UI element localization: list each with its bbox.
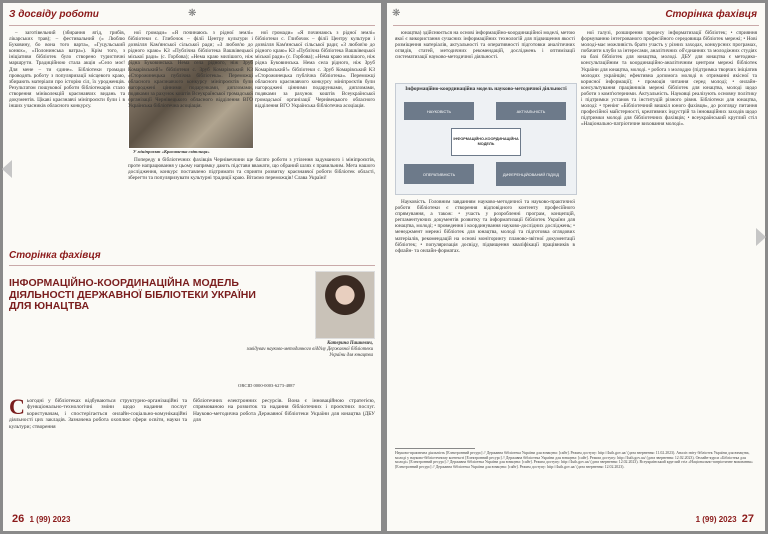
paragraph: Науковість. Головним завданням науково-методичної та науково-практичної роботи бібліотеки є створення відповідного контенту професійного спрямування, а також: • участь у розробленні програм, концепцій, регламентуючих документів розвитку та інформатизації бібліотек України для юнацтва, молоді; • проведення і координування науково-дослідних досліджень; • менеджмент мережі бібліотек для юнацтва, молоді та підготовка оглядових матеріалів, рекомендацій на основі моніторингу планово-звітної документації бібліотек; • популяризація досвіду, підвищення кваліфікації працівників в офлайн- та онлайн-форматах. xyxy=(395,199,575,254)
model-diagram xyxy=(395,83,577,195)
photo-caption: У мініпроєкт «Красавичка світлиця» xyxy=(133,149,210,154)
paragraph: юнацтва) здійснюється на основі інформаційно-координаційної моделі, метою якої є використання сучасних інформаційних технологій для підвищення якості розміщення матеріалів, актуальності та оперативності підготовки аналітичних оглядів, статей, методичних рекомендацій, досліджень і оптимізації систематизації науково-методичної діяльності. xyxy=(395,30,575,61)
author-role: завідувач науково-методичного відділу Державної бібліотеки України для юнацтва xyxy=(246,347,373,358)
author-name: Катерина Пашкевич, xyxy=(327,341,373,346)
right-footer xyxy=(696,513,757,525)
conclusion-text xyxy=(128,157,375,239)
left-column-text xyxy=(9,30,125,220)
paragraph: ної громади» «Я починаюсь з рідної землі» бібліотеки с. Глибочок – філії Центру культури і дозвілля Кам'янської сільської ради; «З любов'ю до рідного краю» КЗ «Публічна бібліотека Вашківецької міської ради» (с. Горбова); «Нема краю милішого, ніж рідна Буковинська. Нема села рідного, ніж Зруб Комарівський!» бібліотеки с. Зруб Комарівський КЗ «Сторожинецька публічна бібліотека». Переможці обласного краєзнавчого конкурсу мініпроєктів були нагороджені цінними подарунками, дипломами, подяками за рахунок коштів Всеукраїнської громадської організації Чернівецького обласного відділення ВГО Українська бібліотечна асоціація. xyxy=(128,30,253,110)
left-page-header: З досвіду роботи xyxy=(9,9,99,20)
header-divider xyxy=(393,25,759,26)
issue-number: 1 (99) 2023 xyxy=(29,515,71,524)
article-column-1 xyxy=(9,394,187,502)
page-number: 27 xyxy=(741,513,754,525)
paragraph: ної галузі, розширення процесу інформатизації бібліотек; • сприяння формуванню інтегрованого професійного середовища бібліотек мережі; • Нові молоді-має можливість брати участь у різних заходах, конкурсних програмах, побачити клуби за інтересами, аналітичних об'єднаннях та молодіжних студіях на базі бібліотек для юнацтва, молоді. ДБУ для юнацтва є методико-консультаційним та координаційно-аналітичним центром мережі бібліотек України для юнацтва, молоді. • робота з молоддю (підтримка творчих ініціатив молодих українців; ефективна допомога молоді в отриманні якісної та корисної інформації); • промоція читання серед молоді; • онлайн-консультування працівників мережі бібліотек для юнацтва, молоді щодо роботи з комп'ютерними. Актуальність. Науковці реалізують основну політику і підтримки установ та інституцій різного рівня. Бібліотеки для юнацтва, молоді: • тренінг «Бібліотечний вишкіл юного фахівця», до розгляду питання професійної майстерності, креативних індустрій та інноваційних заходів щодо підтримки молоді для бібліотечних фахівців; • всеукраїнський круглий стіл «Національно-патріотичне виховання молоді». xyxy=(581,30,757,128)
main-text-column-2 xyxy=(581,30,757,444)
drop-cap: С xyxy=(9,394,25,419)
ornament-icon: ❋ xyxy=(188,8,197,19)
diagram-box-relevance: АКТУАЛЬНІСТЬ xyxy=(496,102,566,120)
paragraph: ьогодні у бібліотеках відбуваються структурно-організаційні та функціонально-технологічні зміни щодо надання послуг користувачам, і спостерігається онлайн-соціально-комунікаційні діяльності цих закладів. Зазначена робота охоплює сфери освіти, науки та культури; створення xyxy=(9,398,187,430)
author-block xyxy=(233,341,373,359)
diagram-center-model: ІНФОРМАЦІЙНО-КООРДИНАЦІЙНА МОДЕЛЬ xyxy=(451,128,521,156)
paragraph: бібліотечних електронних ресурсів. Вона є інноваційною стратегією, спрямованою на розвиток та надання бібліотечних і проєктних послуг. Науково-методична робота Державної бібліотеки України для юнацтва (ДБУ для xyxy=(193,398,375,424)
diagram-box-differentiated: ДИФЕРЕНЦІЙОВАНИЙ ПІДХІД xyxy=(496,162,566,186)
left-page xyxy=(3,3,381,531)
page-number: 26 xyxy=(12,513,25,525)
ornament-icon: ❋ xyxy=(392,8,401,19)
article-title: ІНФОРМАЦІЙНО-КООРДИНАЦІЙНА МОДЕЛЬ ДІЯЛЬНОСТІ ДЕРЖАВНОЇ БІБЛІОТЕКИ УКРАЇНИ ДЛЯ ЮНАЦТВА xyxy=(9,277,256,312)
next-page-arrow-icon[interactable] xyxy=(756,228,766,246)
right-page-header: Сторінка фахівця xyxy=(665,9,757,20)
footnote-divider xyxy=(395,448,475,449)
section-divider xyxy=(9,265,375,266)
main-text-column-1 xyxy=(395,199,575,444)
diagram-box-efficiency: ОПЕРАТИВНІСТЬ xyxy=(404,164,474,184)
section-band: Сторінка фахівця xyxy=(9,250,101,261)
footnotes: Науково-практична діяльність [Електронний ресурс] // Державна бібліотека України для юнацтва: [сайт]. Режим доступу: http://4uth.gov.ua/ (дата звернення: 11.02.2023). Аналіз звіту бібліотек України для юнацтва, молоді у науково-бібліотечному контексті [Електронний ресурс] // Державна бібліотека України для юнацтва: [сайт]. Режим доступу: http://4uth.gov.ua/ (дата звернення: 12.02.2023). Онлайн-курси «Бібліотека для молоді» [Електронний ресурс] // Державна бібліотека України для юнацтва: [сайт]. Режим доступу: http://4uth.gov.ua/ (дата звернення: 12.02.2023). Всеукраїнський круглий стіл «Національно-патріотичне виховання» [Електронний ресурс] // Державна бібліотека України для юнацтва: [сайт]. Режим доступу: http://4uth.gov.ua/ (дата звернення: 12.02.2023). xyxy=(395,451,753,469)
paragraph: Попереду в бібліотечних фахівців Чернівеччини ще багато роботи з утілення задуманого і мініпроєктів, проте напрацювання у цьому напрямку дають підстави вважати, що обраний шлях є правильним. Мета нашого дослідження, конкурс поставлено підтримати та сприяти розвитку краєзнавчої роботи бібліотек області, зберегти та популяризувати культурні традиції краю. Вітаємо переможців! Слава Україні! xyxy=(128,157,375,182)
paragraph: – заготівельний (збирання ягід, грибів, лікарських трав); – фестивальний (« Люблю Буковину, бо вона того варта», «Гуцульський конюх», «Полонинська ватра»). Крім того, з ініціативи бібліотек було створено туристичні маршрути. Традиційною стала акція «Село моє! Для мене – ти єдине». Бібліотеки громади проводять роботу з популяризації місцевого краю, збирають матеріали про історію сіл, їх уродженців. Результатом пошукової роботи бібліотекарів стало створення мініколекцій краєзнавчих видань та документів. Цікаві краєзнавчі мініпроєкти були і в інших учасників обласного конкурсу. xyxy=(9,30,125,110)
previous-page-arrow-icon[interactable] xyxy=(2,160,12,178)
right-column-text xyxy=(255,30,375,156)
issue-number: 1 (99) 2023 xyxy=(695,515,737,524)
right-page xyxy=(387,3,765,531)
orcid-id: ORCID 0000-0003-6273-4887 xyxy=(238,383,295,388)
paragraph: ної громади» «Я починаюсь з рідної землі» бібліотеки с. Глибочок – філії Центру культури і дозвілля Кам'янської сільської ради; «З любов'ю до рідного краю» КЗ «Публічна бібліотека Вашківецької міської ради» (с. Горбова); «Нема краю милішого, ніж рідна Буковинська. Нема села рідного, ніж Зруб Комарівський!» бібліотеки с. Зруб Комарівський КЗ «Сторожинецька публічна бібліотека». Переможці обласного краєзнавчого конкурсу мініпроєктів були нагороджені цінними подарунками, дипломами, подяками за рахунок коштів Всеукраїнської громадської організації Чернівецького обласного відділення ВГО Українська бібліотечна асоціація. xyxy=(255,30,375,110)
center-top-text xyxy=(128,30,253,110)
diagram-box-science: НАУКОВІСТЬ xyxy=(404,102,474,120)
author-portrait xyxy=(315,271,375,339)
diagram-title: Інформаційно-координаційна модель науково-методичної діяльності xyxy=(405,86,567,92)
header-divider xyxy=(9,25,375,26)
intro-text xyxy=(395,30,575,80)
article-column-2 xyxy=(193,398,375,502)
left-footer xyxy=(9,513,70,525)
